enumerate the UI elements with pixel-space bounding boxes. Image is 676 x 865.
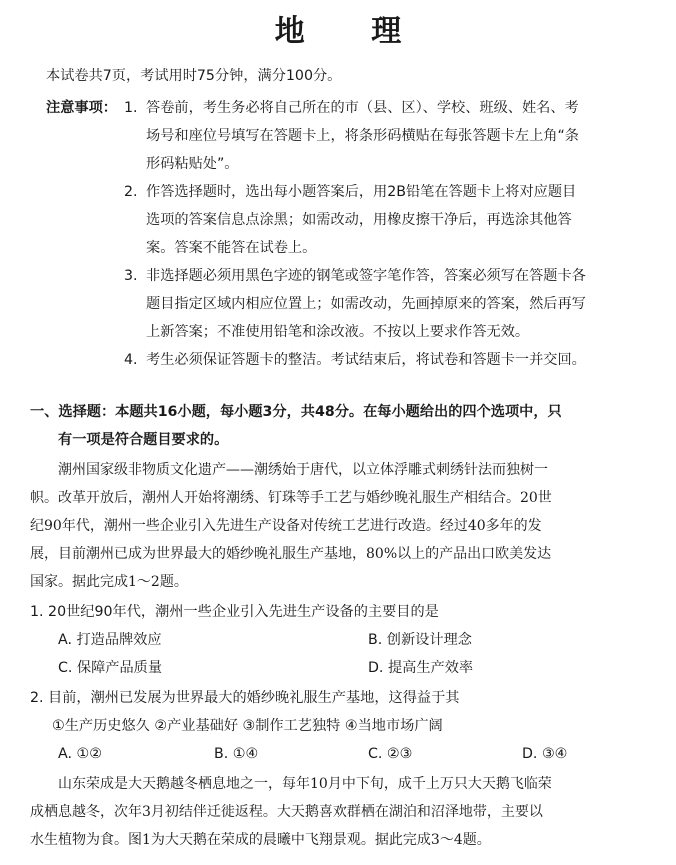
passage-line: 水生植物为食。图1为大天鹅在荣成的晨曦中飞翔景观。据此完成3～4题。 <box>30 832 491 848</box>
notice-item-number: 3. <box>124 268 138 284</box>
exam-intro: 本试卷共7页，考试用时75分钟，满分100分。 <box>46 68 342 84</box>
notice-item-line: 非选择题必须用黑色字迹的钢笔或签字笔作答，答案必须写在答题卡各 <box>146 268 586 284</box>
notice-item-line: 案。答案不能答在试卷上。 <box>146 240 317 256</box>
notice-item-line: 作答选择题时，选出每小题答案后，用2B铅笔在答题卡上将对应题目 <box>146 184 577 200</box>
notice-item-line: 场号和座位号填写在答题卡上，将条形码横贴在每张答题卡左上角“条 <box>146 128 579 144</box>
passage-line: 成栖息越冬，次年3月初结伴迁徙返程。大天鹅喜欢群栖在湖泊和沼泽地带，主要以 <box>30 804 543 820</box>
option-d[interactable]: D. ③④ <box>522 746 568 762</box>
notice-item-line: 答卷前，考生务必将自己所在的市（县、区）、学校、班级、姓名、考 <box>146 100 579 116</box>
notice-item-line: 上新答案；不准使用铅笔和涂改液。不按以上要求作答无效。 <box>146 324 530 340</box>
section-heading: 一、选择题：本题共16小题，每小题3分，共48分。在每小题给出的四个选项中，只 <box>30 404 562 420</box>
option-d[interactable]: D. 提高生产效率 <box>368 660 474 676</box>
option-b[interactable]: B. 创新设计理念 <box>368 632 472 648</box>
notice-item-number: 1. <box>124 100 138 116</box>
passage-line: 帜。改革开放后，潮州人开始将潮绣、钉珠等手工艺与婚纱晚礼服生产相结合。20世 <box>30 490 552 506</box>
notice-item-line: 形码粘贴处”。 <box>146 156 239 172</box>
question-stem: 2. 目前，潮州已发展为世界最大的婚纱晚礼服生产基地，这得益于其 <box>30 690 460 706</box>
option-a[interactable]: A. 打造品牌效应 <box>58 632 162 648</box>
question-items: ①生产历史悠久 ②产业基础好 ③制作工艺独特 ④当地市场广阔 <box>52 718 443 734</box>
passage-line: 纪90年代，潮州一些企业引入先进生产设备对传统工艺进行改造。经过40多年的发 <box>30 518 542 534</box>
notice-label: 注意事项： <box>46 100 117 116</box>
notice-item-line: 选项的答案信息点涂黑；如需改动，用橡皮擦干净后，再选涂其他答 <box>146 212 572 228</box>
passage-line: 展，目前潮州已成为世界最大的婚纱晚礼服生产基地，80%以上的产品出口欧美发达 <box>30 546 552 562</box>
notice-item-number: 2. <box>124 184 138 200</box>
section-heading: 有一项是符合题目要求的。 <box>58 432 229 448</box>
question-stem: 1. 20世纪90年代，潮州一些企业引入先进生产设备的主要目的是 <box>30 604 439 620</box>
passage-line: 潮州国家级非物质文化遗产——潮绣始于唐代，以立体浮雕式刺绣针法而独树一 <box>58 462 548 478</box>
page-title: 地 理 <box>274 14 430 49</box>
passage-line: 山东荣成是大天鹅越冬栖息地之一，每年10月中下旬，成千上万只大天鹅飞临荣 <box>58 776 552 792</box>
option-c[interactable]: C. 保障产品质量 <box>58 660 163 676</box>
notice-item-line: 题目指定区域内相应位置上；如需改动，先画掉原来的答案，然后再写 <box>146 296 586 312</box>
option-a[interactable]: A. ①② <box>58 746 102 762</box>
option-c[interactable]: C. ②③ <box>368 746 413 762</box>
notice-item-number: 4. <box>124 352 138 368</box>
notice-item-line: 考生必须保证答题卡的整洁。考试结束后，将试卷和答题卡一并交回。 <box>146 352 586 368</box>
passage-line: 国家。据此完成1～2题。 <box>30 574 188 590</box>
option-b[interactable]: B. ①④ <box>214 746 259 762</box>
